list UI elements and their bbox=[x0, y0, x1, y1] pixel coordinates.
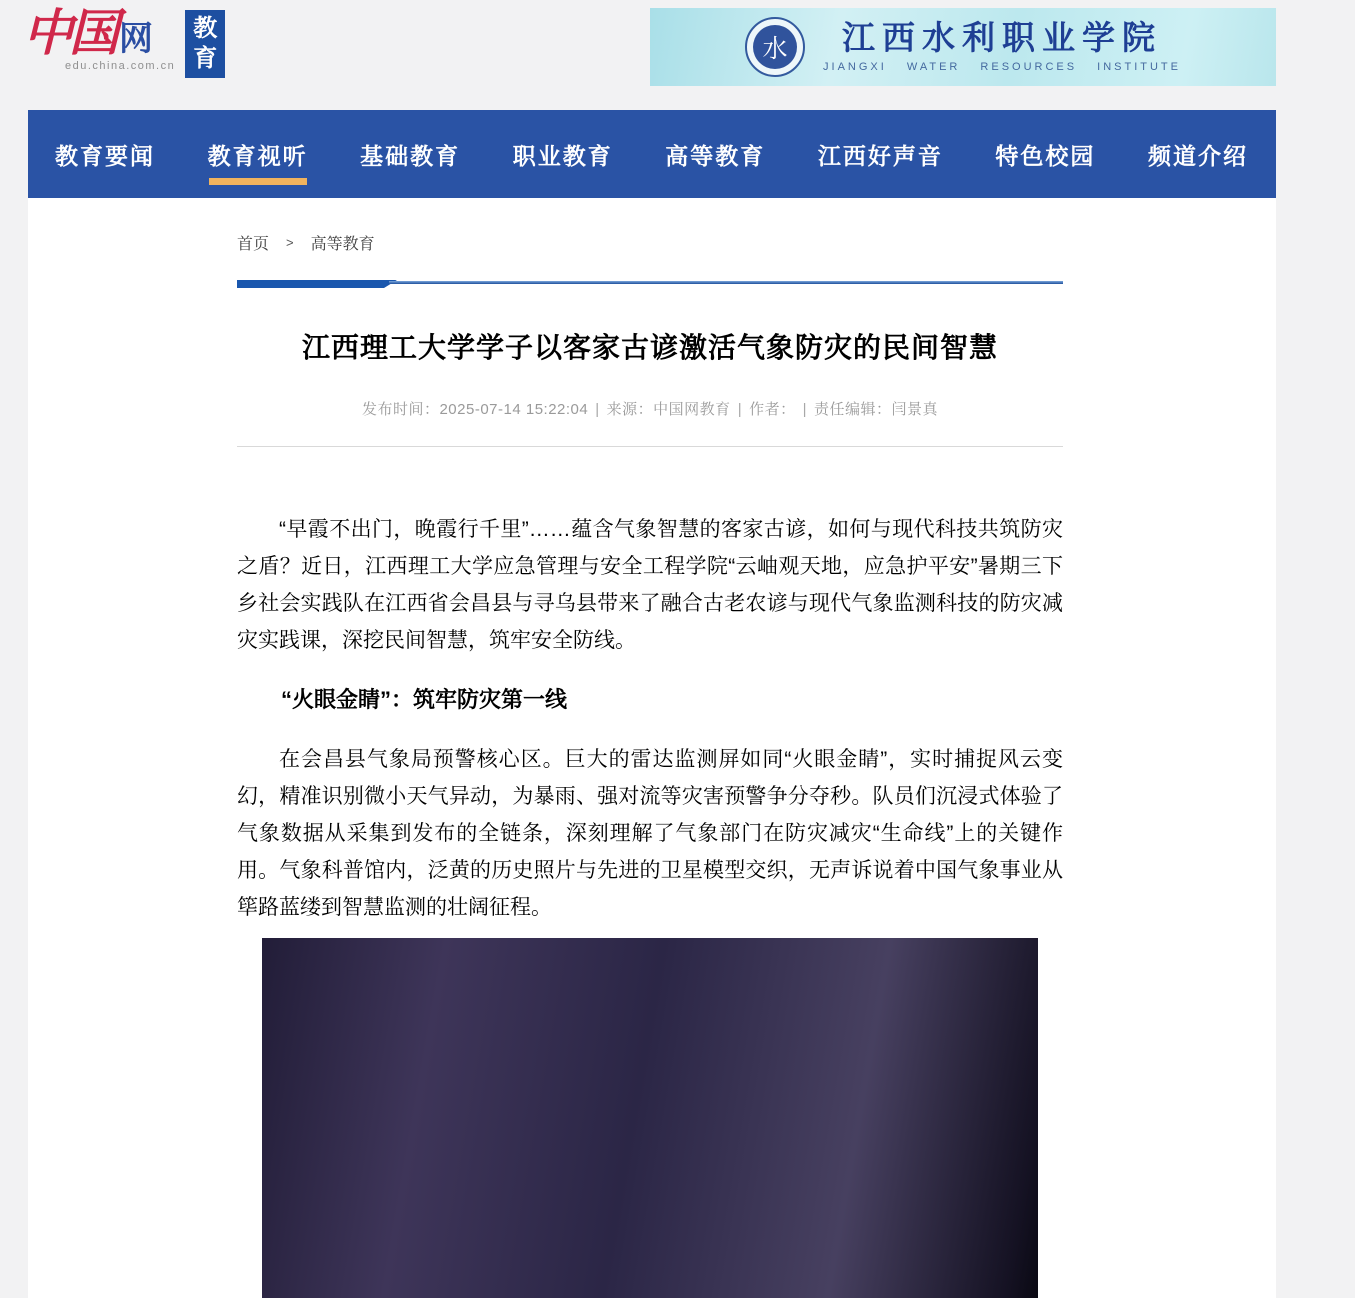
nav-item-label: 特色校园 bbox=[995, 142, 1096, 169]
nav-item-5[interactable] bbox=[665, 110, 765, 198]
logo-main-text: 中国 bbox=[23, 5, 115, 61]
publish-time-value: 2025-07-14 15:22:04 bbox=[439, 401, 589, 418]
breadcrumb-separator: > bbox=[286, 235, 294, 250]
main-container bbox=[28, 110, 1276, 1298]
article bbox=[237, 231, 1063, 1298]
seal-glyph: 水 bbox=[753, 25, 797, 69]
article-meta bbox=[237, 398, 1063, 419]
badge-char-bottom: 育 bbox=[193, 45, 218, 72]
content-area bbox=[28, 198, 1276, 1298]
nav-item-label: 教育视听 bbox=[207, 142, 308, 169]
logo-group bbox=[23, 5, 225, 78]
section-divider-thick-bar bbox=[237, 280, 397, 288]
nav-item-label: 高等教育 bbox=[665, 142, 766, 169]
nav-item-label: 职业教育 bbox=[512, 142, 613, 169]
breadcrumb-current-link[interactable]: 高等教育 bbox=[310, 236, 375, 253]
source-value: 中国网教育 bbox=[653, 401, 731, 418]
editor-label: 责任编辑： bbox=[814, 401, 892, 418]
meta-divider bbox=[237, 446, 1063, 447]
nav-item-3[interactable] bbox=[360, 110, 460, 198]
nav-item-label: 江西好声音 bbox=[817, 142, 943, 169]
article-subheading: “火眼金睛”：筑牢防灾第一线 bbox=[281, 687, 568, 712]
banner-title: 江西水利职业学院 bbox=[842, 20, 1162, 57]
author-label: 作者： bbox=[749, 401, 796, 418]
institute-seal-icon bbox=[745, 17, 805, 77]
article-title: 江西理工大学学子以客家古谚激活气象防灾的民间智慧 bbox=[301, 332, 998, 363]
china-net-logo-text bbox=[23, 5, 175, 61]
breadcrumb bbox=[237, 231, 1063, 254]
source-label: 来源： bbox=[606, 401, 654, 418]
nav-item-label: 频道介绍 bbox=[1147, 142, 1248, 169]
article-photo bbox=[262, 938, 1038, 1298]
nav-item-6[interactable] bbox=[818, 110, 943, 198]
editor-value: 闫景真 bbox=[891, 401, 939, 418]
active-tab-underline bbox=[209, 178, 307, 185]
breadcrumb-home-link[interactable]: 首页 bbox=[237, 236, 270, 253]
nav-item-7[interactable] bbox=[995, 110, 1095, 198]
meta-separator: | bbox=[595, 401, 600, 418]
section-divider bbox=[237, 280, 1063, 288]
banner-subtitle: JIANGXI WATER RESOURCES INSTITUTE bbox=[823, 61, 1181, 74]
nav-item-2[interactable] bbox=[208, 110, 308, 198]
badge-char-top: 教 bbox=[193, 15, 218, 42]
article-paragraph: 在会昌县气象局预警核心区。巨大的雷达监测屏如同“火眼金睛”，实时捕捉风云变幻，精准识别微小天气异动，为暴雨、强对流等灾害预警争分夺秒。队员们沉浸式体验了气象数据从采集到发布的全链条，深刻理解了气象部门在防灾减灾“生命线”上的关键作用。气象科普馆内，泛黄的历史照片与先进的卫星模型交织，无声诉说着中国气象事业从筚路蓝缕到智慧监测的壮阔征程。 bbox=[237, 748, 1063, 919]
nav-item-8[interactable] bbox=[1148, 110, 1248, 198]
main-nav bbox=[28, 110, 1276, 198]
institute-banner[interactable] bbox=[650, 8, 1276, 86]
education-channel-badge bbox=[185, 10, 225, 78]
nav-item-1[interactable] bbox=[55, 110, 155, 198]
logo-suffix-text: 网 bbox=[119, 20, 153, 58]
article-paragraph: “早霞不出门，晚霞行千里”……蕴含气象智慧的客家古谚，如何与现代科技共筑防灾之盾？近日，江西理工大学应急管理与安全工程学院“云岫观天地，应急护平安”暑期三下乡社会实践队在江西省会昌县与寻乌县带来了融合古老农谚与现代气象监测科技的防灾减灾实践课，深挖民间智慧，筑牢安全防线。 bbox=[237, 518, 1063, 652]
publish-time-label: 发布时间： bbox=[361, 401, 440, 418]
meta-separator: | bbox=[737, 401, 743, 418]
nav-item-label: 教育要闻 bbox=[55, 142, 155, 169]
nav-item-label: 基础教育 bbox=[360, 142, 461, 169]
section-divider-thin-line bbox=[389, 281, 1063, 284]
article-body bbox=[237, 511, 1063, 1298]
logo-domain-caption: edu.china.com.cn bbox=[65, 60, 176, 72]
banner-text bbox=[823, 21, 1181, 73]
site-header bbox=[0, 0, 1355, 110]
nav-item-4[interactable] bbox=[513, 110, 613, 198]
china-net-logo[interactable] bbox=[23, 5, 176, 72]
meta-separator: | bbox=[802, 401, 808, 418]
